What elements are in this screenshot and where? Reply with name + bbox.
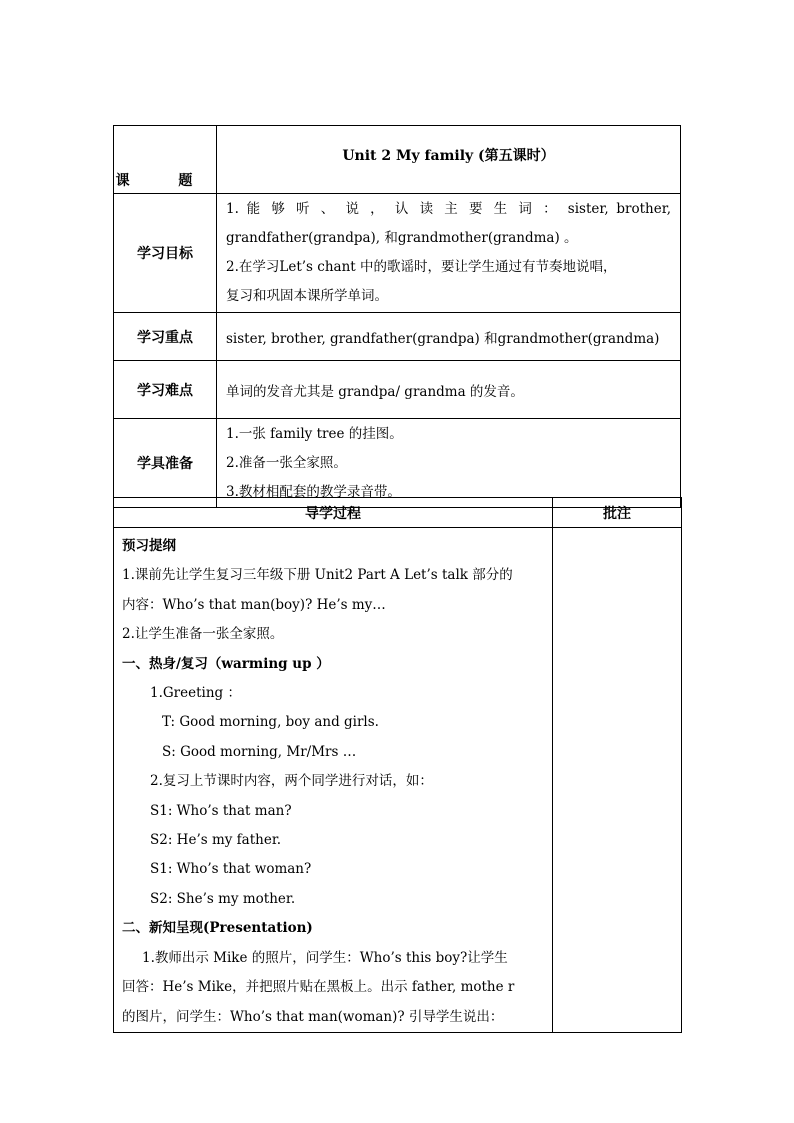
goal-line: 1. 能 够 听 、 说 ， 认 读 主 要 生 词 ： sister, brother, [226, 201, 671, 217]
guided-process-table [113, 497, 682, 1033]
process-line: 1.Greeting ： [150, 685, 241, 702]
label-difficulties: 学习难点 [114, 361, 217, 419]
preview-heading: 预习提纲 [122, 538, 176, 554]
process-header: 导学过程 [114, 498, 553, 528]
label-lesson-title: 课 题 [114, 126, 217, 194]
warmup-heading: 一、热身/复习（warming up ） [122, 655, 330, 672]
process-line: 1.课前先让学生复习三年级下册 Unit2 Part A Let’s talk 部分的 [122, 567, 513, 584]
process-body-row [114, 528, 682, 1033]
process-line: 1.教师出示 Mike 的照片，问学生：Who’s this boy?让学生 [142, 949, 508, 966]
materials-value [217, 419, 681, 508]
process-line: 回答：He’s Mike，并把照片贴在黑板上。出示 father, mothe r [122, 979, 515, 996]
goal-line: grandfather(grandpa), 和grandmother(grandma) 。 [226, 230, 578, 246]
process-line: 内容：Who’s that man(boy)? He’s my… [122, 596, 386, 613]
notes-column [553, 528, 682, 1033]
label-key-points: 学习重点 [114, 313, 217, 361]
notes-header: 批注 [553, 498, 682, 528]
lesson-title-value: Unit 2 My family (第五课时） [217, 126, 681, 194]
key-points-value: sister, brother, grandfather(grandpa) 和grandmother(grandma) [217, 313, 681, 361]
process-line: 2.复习上节课时内容，两个同学进行对话，如： [150, 773, 433, 790]
process-content [114, 528, 553, 1033]
process-line: 2.让学生准备一张全家照。 [122, 626, 284, 643]
dialogue-line: S2: She’s my mother. [150, 890, 296, 907]
difficulties-value: 单词的发音尤其是 grandpa/ grandma 的发音。 [217, 361, 681, 419]
label-materials: 学具准备 [114, 419, 217, 508]
goal-line: 2.在学习Let’s chant 中的歌谣时，要让学生通过有节奏地说唱， [226, 259, 617, 275]
process-header-row [114, 498, 682, 528]
goal-line: 复习和巩固本课所学单词。 [226, 288, 388, 304]
dialogue-line: T: Good morning, boy and girls. [162, 714, 379, 731]
presentation-heading: 二、新知呈现(Presentation) [122, 920, 313, 937]
row-key-points [114, 313, 681, 361]
row-difficulties [114, 361, 681, 419]
material-line: 3.教材相配套的教学录音带。 [226, 483, 401, 500]
dialogue-line: S1: Who’s that man? [150, 802, 292, 819]
lesson-info-table [113, 125, 681, 508]
learning-goals-value [217, 194, 681, 313]
label-learning-goals: 学习目标 [114, 194, 217, 313]
row-lesson-title [114, 126, 681, 194]
dialogue-line: S1: Who’s that woman? [150, 861, 312, 878]
row-learning-goals [114, 194, 681, 313]
material-line: 2.准备一张全家照。 [226, 454, 347, 471]
material-line: 1.一张 family tree 的挂图。 [226, 425, 403, 442]
row-materials [114, 419, 681, 508]
dialogue-line: S: Good morning, Mr/Mrs … [162, 743, 357, 760]
process-line: 的图片，问学生：Who’s that man(woman)? 引导学生说出： [122, 1008, 504, 1025]
dialogue-line: S2: He’s my father. [150, 832, 282, 849]
